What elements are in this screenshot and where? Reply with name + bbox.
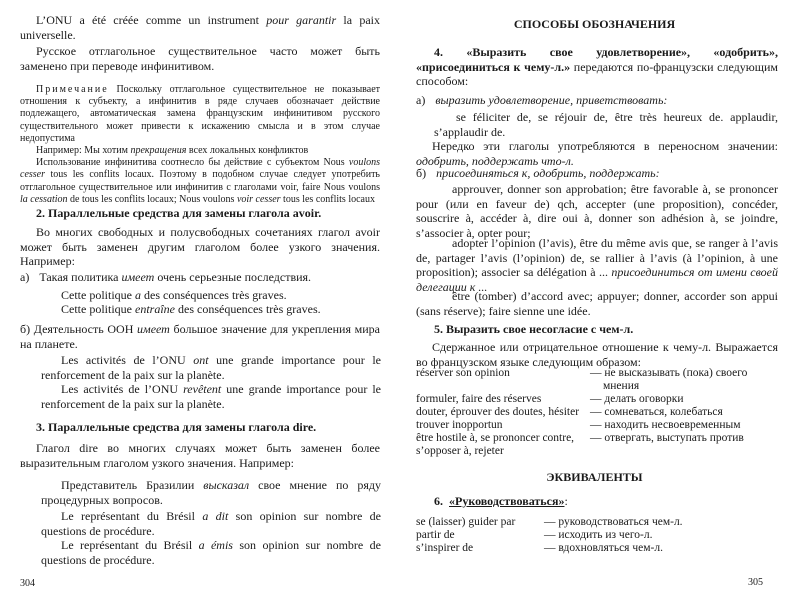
section-4-b-french-1: approuver, donner son approbation; être favorable à, se prononcer pour (или en faveur de) qch, accepter (une proposition), concéder, souscrire à, accéder à, dire oui à, donner son adhésion à, se joindre, s’associer à, opter pour; [416, 182, 778, 240]
table-row-fr: s’inspirer de [416, 542, 474, 554]
table-row-fr: trouver inopportun [416, 419, 503, 431]
note-text-2: Использование инфинитива соотнесло бы действие с субъектом Nous voulons cesser tous les conflits locaux. Поэтому в подобном случае следует употребить отглагольное существительное или инфинитив с глаголами voir, faire Nous voulons la cessation de tous les conflits locaux; Nous voulons voir cesser tous les conflits locaux [20, 157, 380, 205]
left-page [0, 0, 395, 600]
table-row-ru: — не высказывать (пока) своего [590, 367, 748, 379]
table-row-fr: s’opposer à, rejeter [416, 445, 504, 457]
section-4-b-french-3: être (tomber) d’accord avec; appuyer; donner, accorder son appui (sans réserve); faire sienne une idée. [416, 289, 778, 318]
table-row-ru: — находить несвоевременным [590, 419, 741, 431]
table-row-ru: — сомневаться, колебаться [590, 406, 723, 418]
section-2-item-a: а) Такая политика имеет очень серьезные последствия. [20, 270, 312, 284]
section-6-heading: 6. «Руководствоваться»: [434, 494, 568, 508]
section-2-example-1: Cette politique a des conséquences très graves. [61, 288, 287, 302]
section-4-heading: 4. «Выразить свое удовлетворение», «одобрить», «присоединиться к чему-л.» передаются по-французски следующим способом: [416, 45, 778, 88]
note-example: Например: Мы хотим прекращения всех локальных конфликтов [36, 145, 309, 157]
table-row-ru: — вдохновляться чем-л. [544, 542, 663, 554]
section-2-item-b: б) Деятельность ООН имеет большое значение для укрепления мира на планете. [20, 322, 380, 351]
table-row-fr: réserver son opinion [416, 367, 510, 379]
section-3-fr-example-2: Le représentant du Brésil a émis son opinion sur nombre de questions de procédure. [41, 538, 381, 567]
table-row-fr: douter, éprouver des doutes, hésiter [416, 406, 580, 418]
section-2-example-2: Cette politique entraîne des conséquences très graves. [61, 302, 321, 316]
section-2-example-3: Les activités de l’ONU ont une grande importance pour le renforcement de la paix sur la planète. [41, 353, 382, 382]
section-4-b-french-2: adopter l’opinion (l’avis), être du même avis que, se ranger à l’avis de, partager l’avis (l’opinion) de, se rallier à l’avis (à l’opinion, à une proposition); associer sa délégation à ... присоединиться от имени своей делегации к ... [416, 236, 778, 294]
note-block: Примечание Поскольку отглагольное существительное не показывает отношения к субъекту, а инфинитив в ряде случаев обозначает действие подлежащего, автоматическая замена французским инфинитивом русского существительного может привести к искажению смысла и в этом случае недопустима Например: Мы хотим прекращения всех локальных конфликтов Использование инфинитива соотнесло бы действие с субъектом Nous voulons cesser tous les conflits locaux. Поэтому в подобном случае следует употребить отглагольное существительное или инфинитив с глаголами voir, faire Nous voulons la cessation de tous les conflits locaux; Nous voulons voir cesser tous les conflits locaux [20, 84, 380, 205]
table-row-ru: — исходить из чего-л. [544, 529, 653, 541]
page-number-right: 305 [748, 577, 763, 588]
section-5-heading: 5. Выразить свое несогласие с чем-л. [434, 322, 634, 336]
note-label: Примечание [36, 84, 109, 95]
right-page [396, 0, 793, 600]
section-5-intro: Сдержанное или отрицательное отношение к чему-л. Выражается во французском языке следующим образом: [416, 340, 778, 369]
intro-paragraph-1: L’ONU a été créée comme un instrument pour garantir la paix universelle. [20, 13, 380, 42]
table-row-fr: partir de [416, 529, 455, 541]
section-2-heading: 2. Параллельные средства для замены глагола avoir. [36, 206, 322, 220]
section-3-heading: 3. Параллельные средства для замены глагола dire. [36, 420, 317, 434]
section-4-item-a: а) выразить удовлетворение, приветствовать: [416, 93, 668, 107]
section-2-example-4: Les activités de l’ONU revêtent une grande importance pour le renforcement de la paix sur la planète. [41, 382, 381, 411]
section-4-a-french: se féliciter de, se réjouir de, être très heureux de. applaudir, s’applaudir de. [434, 110, 778, 139]
section-3-intro: Глагол dire во многих случаях может быть заменен более выразительным глаголом узкого значения. Например: [20, 441, 380, 470]
section-3-fr-example-1: Le représentant du Brésil a dit son opinion sur nombre de questions de procédure. [41, 509, 381, 538]
section-2-intro: Во многих свободных и полусвободных сочетаниях глагол avoir может быть заменен другим глаголом более узкого значения. Например: [20, 225, 380, 268]
equivalents-title: ЭКВИВАЛЕНТЫ [546, 470, 643, 484]
table-row-ru: — руководствоваться чем-л. [544, 516, 683, 528]
table-row-ru: — отвергать, выступать против [590, 432, 744, 444]
page-number-left: 304 [20, 578, 35, 589]
section-4-note: Нередко эти глаголы употребляются в переносном значении: одобрить, поддержать что-л. [416, 139, 778, 168]
table-row-fr: être hostile à, se prononcer contre, [416, 432, 575, 444]
table-row-ru: мнения [603, 380, 640, 392]
section-3-ru-example: Представитель Бразилии высказал свое мнение по ряду процедурных вопросов. [41, 478, 381, 507]
right-page-title: СПОСОБЫ ОБОЗНАЧЕНИЯ [513, 17, 676, 31]
intro-paragraph-2: Русское отглагольное существительное часто может быть заменено при переводе инфинитивом. [20, 44, 380, 73]
table-row-fr: se (laisser) guider par [416, 516, 516, 528]
section-4-item-b: б) присоединяться к, одобрить, поддержать: [416, 166, 660, 180]
table-row-ru: — делать оговорки [590, 393, 684, 405]
table-row-fr: formuler, faire des réserves [416, 393, 542, 405]
